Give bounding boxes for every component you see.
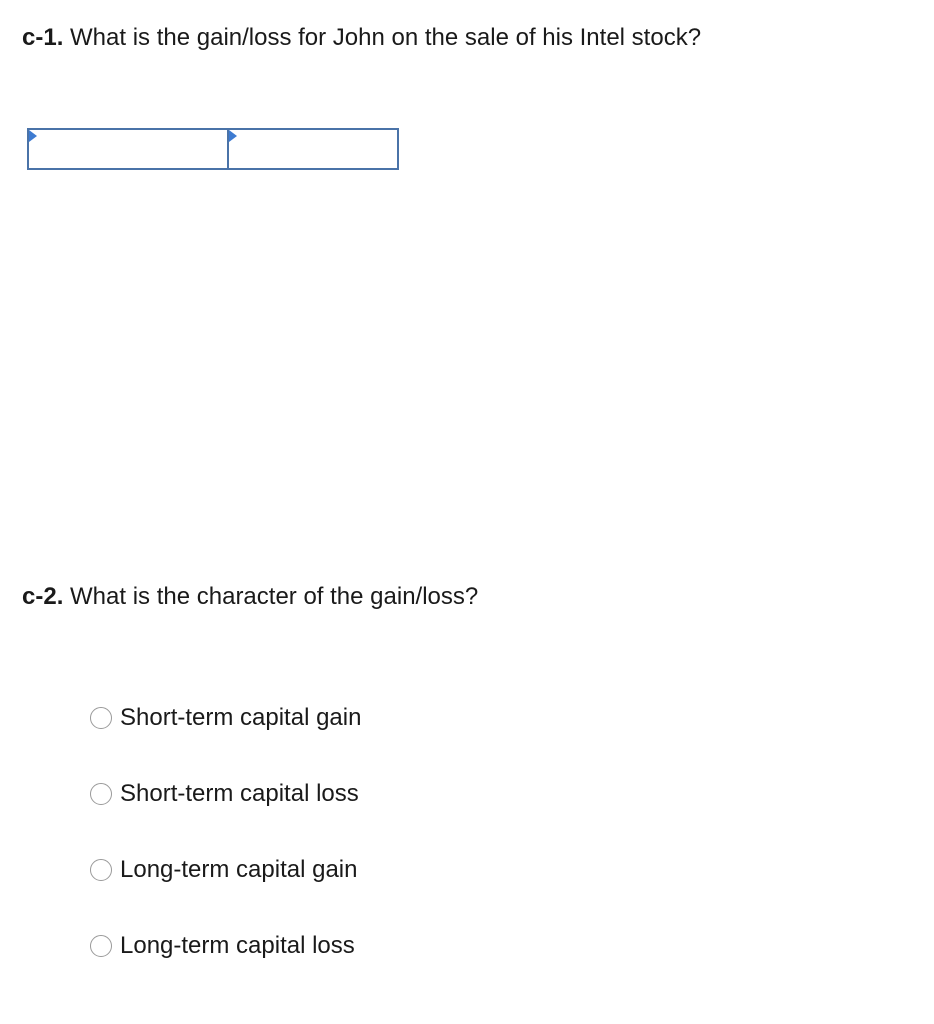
question-c1 [22,23,701,53]
radio-button-icon[interactable] [90,859,112,881]
radio-group-character [90,700,361,1004]
option-label: Short-term capital loss [120,780,359,807]
option-long-term-capital-gain[interactable] [90,852,361,888]
option-label: Long-term capital loss [120,932,355,959]
answer-label-input[interactable] [29,130,227,168]
question-c2-number: c-2. [22,583,64,610]
option-long-term-capital-loss[interactable] [90,928,361,964]
radio-button-icon[interactable] [90,707,112,729]
answer-cell-label[interactable] [27,128,229,170]
question-c2-text: What is the character of the gain/loss? [63,583,479,610]
radio-button-icon[interactable] [90,783,112,805]
question-c1-text: What is the gain/loss for John on the sale of his Intel stock? [63,24,702,51]
radio-button-icon[interactable] [90,935,112,957]
answer-cell-amount[interactable] [229,128,399,170]
question-c2 [22,582,478,612]
option-short-term-capital-loss[interactable] [90,776,361,812]
option-short-term-capital-gain[interactable] [90,700,361,736]
answer-row-c1 [27,128,399,170]
option-label: Long-term capital gain [120,856,358,883]
question-c1-number: c-1. [22,24,64,51]
answer-amount-input[interactable] [229,130,397,168]
option-label: Short-term capital gain [120,704,362,731]
